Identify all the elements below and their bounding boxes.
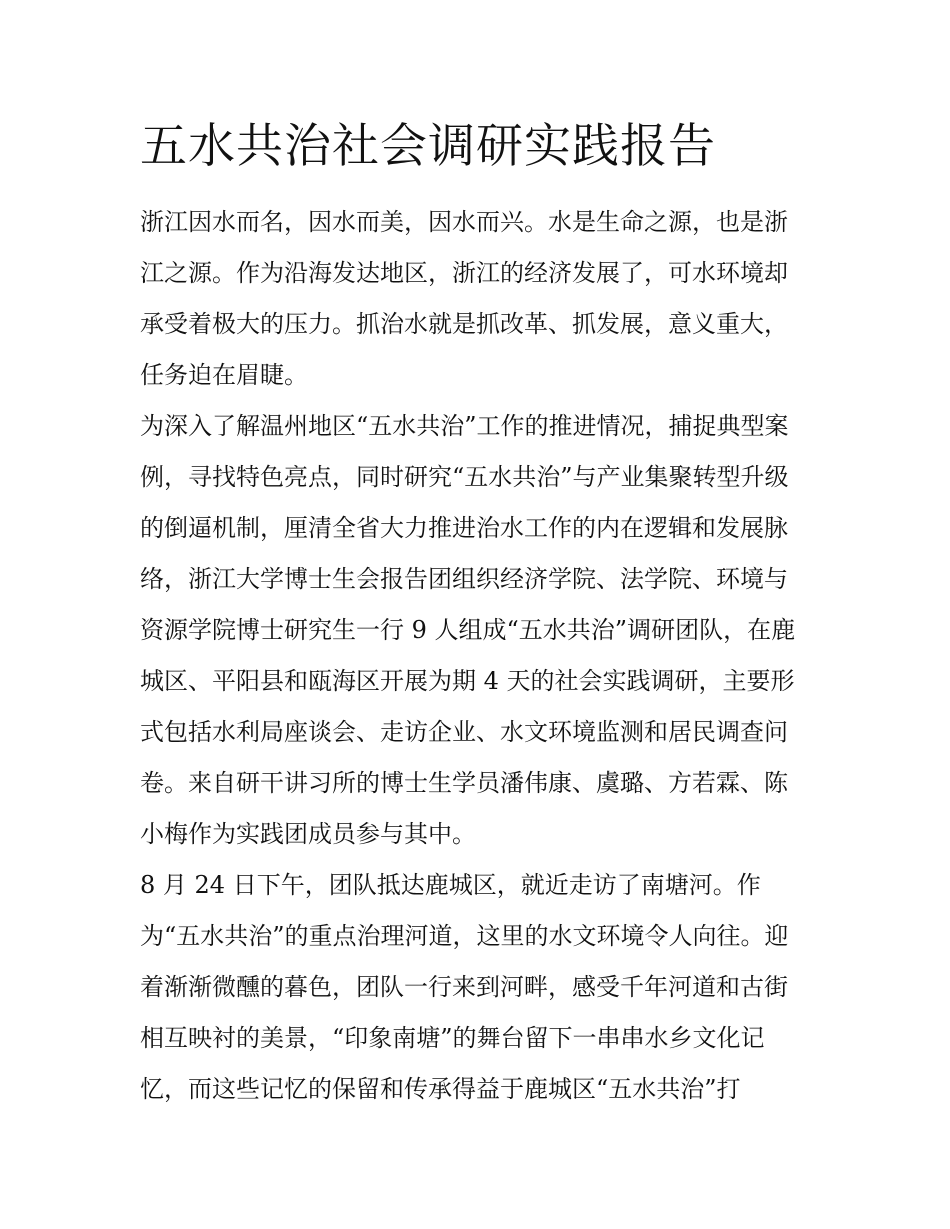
paragraph-line: 式包括水利局座谈会、走访企业、水文环境监测和居民调查问 <box>140 718 788 746</box>
paragraph-line: 任务迫在眉睫。 <box>140 361 308 389</box>
paragraph-line: 络，浙江大学博士生会报告团组织经济学院、法学院、环境与 <box>140 565 788 593</box>
paragraph-line: 城区、平阳县和瓯海区开展为期 4 天的社会实践调研，主要形 <box>140 667 795 695</box>
paragraph-line: 资源学院博士研究生一行 9 人组成“五水共治”调研团队，在鹿 <box>140 616 796 644</box>
paragraph-line: 例，寻找特色亮点，同时研究“五水共治”与产业集聚转型升级 <box>140 463 789 491</box>
document-title: 五水共治社会调研实践报告 <box>140 119 716 174</box>
paragraph-line: 为“五水共治”的重点治理河道，这里的水文环境令人向往。迎 <box>140 922 789 950</box>
paragraph-line: 8 月 24 日下午，团队抵达鹿城区，就近走访了南塘河。作 <box>140 871 761 899</box>
paragraph-line: 浙江因水而名，因水而美，因水而兴。水是生命之源，也是浙 <box>140 208 788 236</box>
paragraph-line: 忆，而这些记忆的保留和传承得益于鹿城区“五水共治”打 <box>140 1075 741 1103</box>
paragraph-line: 卷。来自研干讲习所的博士生学员潘伟康、虞璐、方若霖、陈 <box>140 769 788 797</box>
paragraph-line: 小梅作为实践团成员参与其中。 <box>140 820 476 848</box>
paragraph-line: 江之源。作为沿海发达地区，浙江的经济发展了，可水环境却 <box>140 259 788 287</box>
paragraph-line: 为深入了解温州地区“五水共治”工作的推进情况，捕捉典型案 <box>140 412 789 440</box>
paragraph-line: 的倒逼机制，厘清全省大力推进治水工作的内在逻辑和发展脉 <box>140 514 788 542</box>
paragraph-line: 承受着极大的压力。抓治水就是抓改革、抓发展，意义重大， <box>140 310 788 338</box>
paragraph-line: 相互映衬的美景，“印象南塘”的舞台留下一串串水乡文化记 <box>140 1024 765 1052</box>
paragraph-line: 着渐渐微醺的暮色，团队一行来到河畔，感受千年河道和古街 <box>140 973 788 1001</box>
